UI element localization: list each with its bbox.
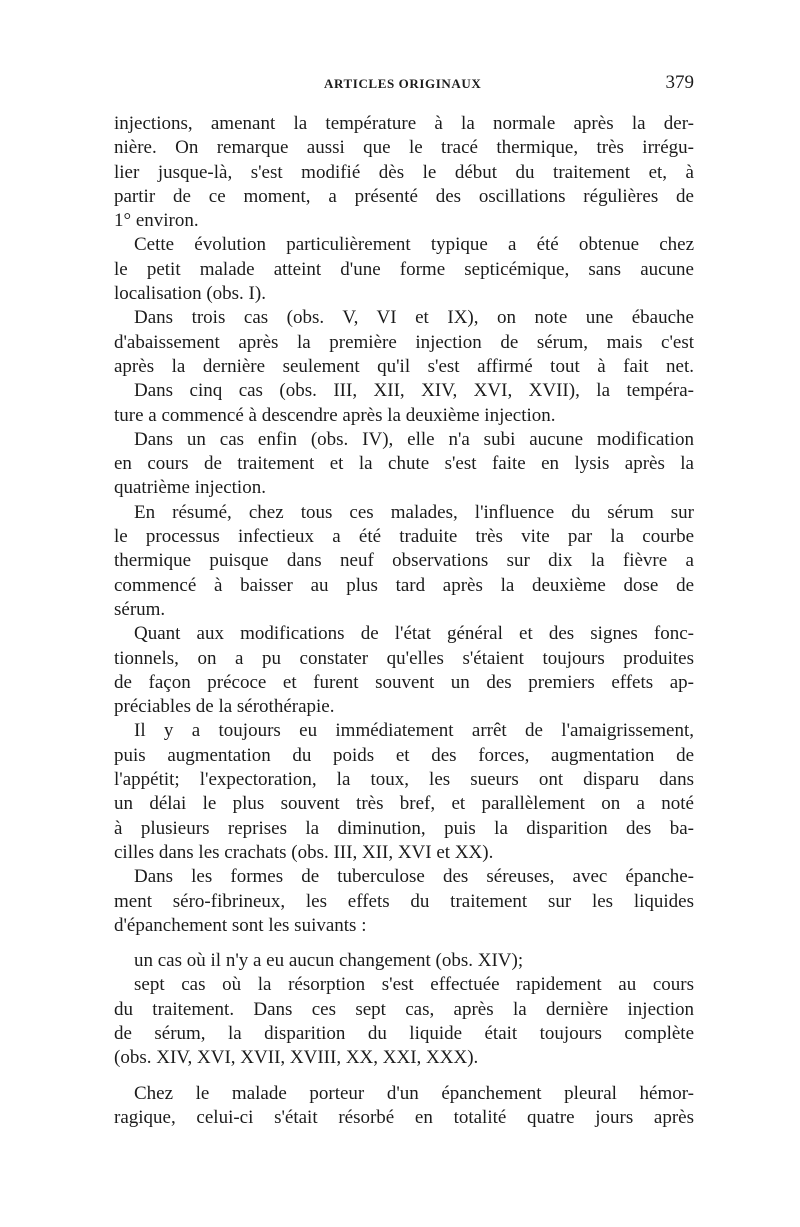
text-line: cilles dans les crachats (obs. III, XII, XVI et XX).	[114, 841, 494, 863]
text-line: injections, amenant la température à la normale après la der-	[114, 113, 694, 134]
text-line: Chez le malade porteur d'un épanchement pleural hémor-	[134, 1082, 694, 1104]
text-line: le processus infectieux a été traduite très vite par la courbe	[114, 526, 694, 548]
text-line: Dans cinq cas (obs. III, XII, XIV, XVI, XVII), la tempéra-	[134, 380, 694, 402]
text-line: localisation (obs. I).	[114, 283, 266, 305]
text-line: Dans un cas enfin (obs. IV), elle n'a subi aucune modification	[134, 428, 694, 450]
list-item: un cas où il n'y a eu aucun changement (obs. XIV);	[134, 950, 524, 972]
text-line: (obs. XIV, XVI, XVII, XVIII, XX, XXI, XXX).	[114, 1047, 479, 1069]
text-line: après la dernière seulement qu'il s'est affirmé tout à fait net.	[114, 355, 694, 377]
text-line: Dans les formes de tuberculose des séreuses, avec épanche-	[134, 866, 694, 888]
text-line: puis augmentation du poids et des forces, augmentation de	[114, 744, 694, 766]
text-line: Il y a toujours eu immédiatement arrêt de l'amaigrissement,	[134, 720, 694, 742]
body-text	[114, 112, 694, 1130]
text-line: le petit malade atteint d'une forme septicémique, sans aucune	[114, 258, 694, 280]
text-line: ture a commencé à descendre après la deuxième injection.	[114, 404, 556, 426]
text-line: en cours de traitement et la chute s'est faite en lysis après la	[114, 453, 694, 475]
paragraph-gap	[114, 938, 694, 949]
text-line: un délai le plus souvent très bref, et parallèlement on a noté	[114, 793, 694, 815]
text-line: de façon précoce et furent souvent un des premiers effets ap-	[114, 671, 694, 693]
text-line: Cette évolution particulièrement typique a été obtenue chez	[134, 234, 694, 256]
text-line: d'abaissement après la première injection de sérum, mais c'est	[114, 331, 694, 353]
page-number: 379	[665, 72, 694, 93]
text-line: Dans trois cas (obs. V, VI et IX), on note une ébauche	[134, 307, 694, 329]
text-line: nière. On remarque aussi que le tracé thermique, très irrégu-	[114, 137, 694, 159]
text-line: lier jusque-là, s'est modifié dès le début du traitement et, à	[114, 161, 694, 183]
running-header	[114, 72, 694, 94]
paragraph-gap	[114, 1071, 694, 1082]
text-line: préciables de la sérothérapie.	[114, 696, 335, 718]
text-line: du traitement. Dans ces sept cas, après la dernière injection	[114, 998, 694, 1020]
list-item: sept cas où la résorption s'est effectuée rapidement au cours	[134, 974, 694, 996]
text-line: l'appétit; l'expectoration, la toux, les sueurs ont disparu dans	[114, 769, 694, 791]
text-line: 1° environ.	[114, 210, 199, 232]
text-line: d'épanchement sont les suivants :	[114, 914, 367, 936]
text-line: Quant aux modifications de l'état général et des signes fonc-	[134, 623, 694, 645]
text-line: ment séro-fibrineux, les effets du traitement sur les liquides	[114, 890, 694, 912]
text-line: tionnels, on a pu constater qu'elles s'étaient toujours produites	[114, 647, 694, 669]
text-line: quatrième injection.	[114, 477, 266, 499]
text-line: à plusieurs reprises la diminution, puis la disparition des ba-	[114, 817, 694, 839]
running-title: ARTICLES ORIGINAUX	[324, 76, 482, 91]
text-line: sérum.	[114, 598, 166, 620]
text-line: En résumé, chez tous ces malades, l'influence du sérum sur	[134, 501, 694, 523]
text-line: ragique, celui-ci s'était résorbé en totalité quatre jours après	[114, 1106, 694, 1128]
text-line: commencé à baisser au plus tard après la deuxième dose de	[114, 574, 694, 596]
text-line: partir de ce moment, a présenté des oscillations régulières de	[114, 185, 694, 207]
text-line: thermique puisque dans neuf observations sur dix la fièvre a	[114, 550, 694, 572]
text-line: de sérum, la disparition du liquide était toujours complète	[114, 1022, 694, 1044]
